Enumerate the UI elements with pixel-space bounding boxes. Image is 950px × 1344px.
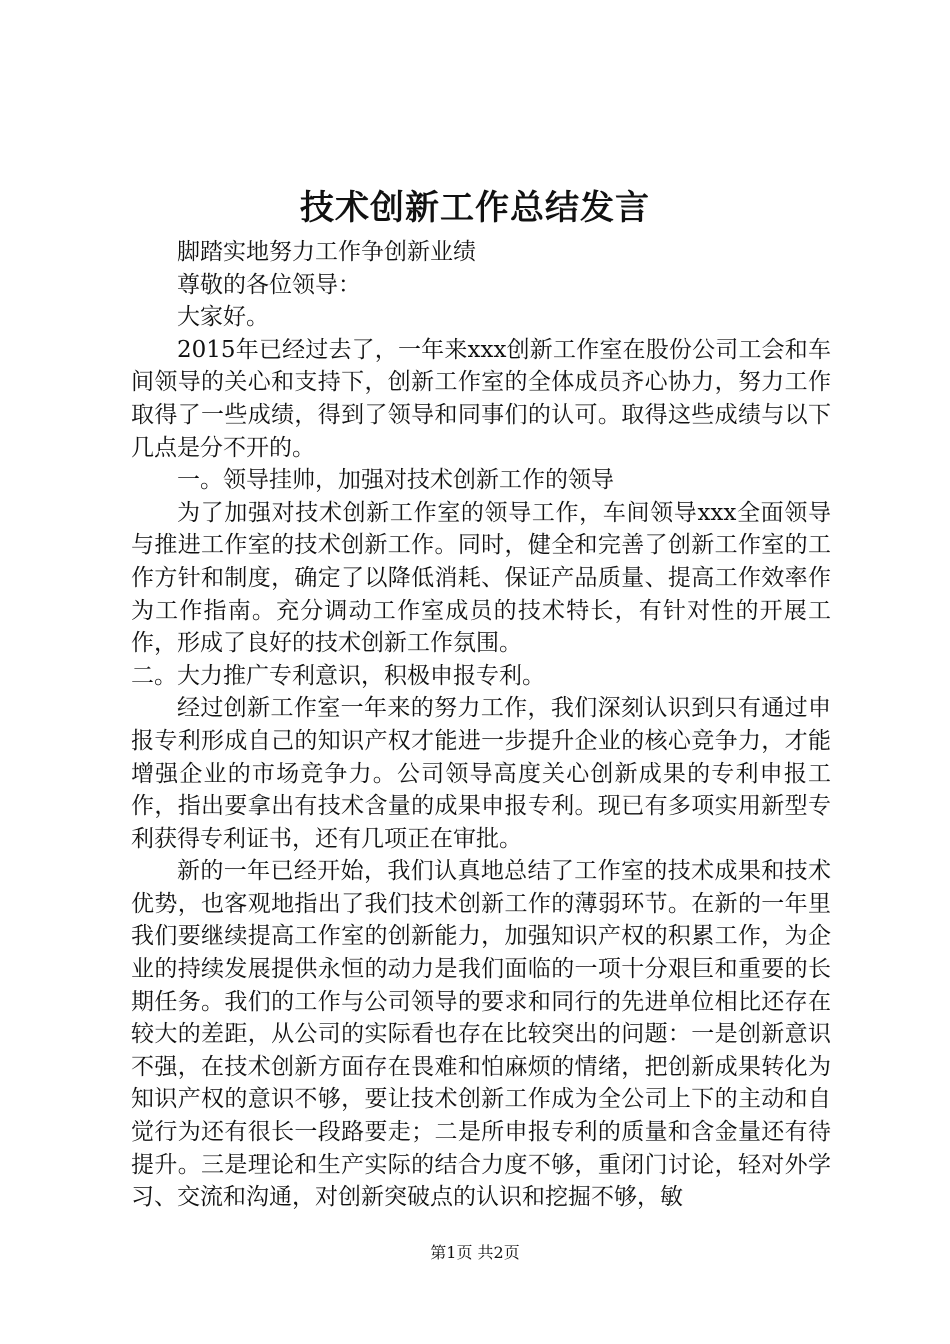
section-1-paragraph: 为了加强对技术创新工作室的领导工作，车间领导xxx全面领导与推进工作室的技术创新工作。同时，健全和完善了创新工作室的工作方针和制度，确定了以降低消耗、保证产品质量、提高工作效率作为工作指南。充分调动工作室成员的技术特长，有针对性的开展工作，形成了良好的技术创新工作氛围。 xyxy=(131,499,831,657)
salutation-paragraph: 尊敬的各位领导： xyxy=(177,271,361,298)
section-heading-1: 一。领导挂帅，加强对技术创新工作的领导 xyxy=(177,467,614,494)
page-number-footer: 第1页 共2页 xyxy=(430,1243,520,1262)
section-2-paragraph: 经过创新工作室一年来的努力工作，我们深刻认识到只有通过申报专利形成自己的知识产权才能进一步提升企业的核心竞争力，才能增强企业的市场竞争力。公司领导高度关心创新成果的专利申报工作，指出要拿出有技术含量的成果申报专利。现已有多项实用新型专利获得专利证书，还有几项正在审批。 xyxy=(131,695,831,852)
document-body xyxy=(131,236,831,1214)
outlook-paragraph: 新的一年已经开始，我们认真地总结了工作室的技术成果和技术优势，也客观地指出了我们技术创新工作的薄弱环节。在新的一年里我们要继续提高工作室的创新能力，加强知识产权的积累工作，为企业的持续发展提供永恒的动力是我们面临的一项十分艰巨和重要的长期任务。我们的工作与公司领导的要求和同行的先进单位相比还存在较大的差距，从公司的实际看也存在比较突出的问题：一是创新意识不强，在技术创新方面存在畏难和怕麻烦的情绪，把创新成果转化为知识产权的意识不够，要让技术创新工作成为全公司上下的主动和自觉行为还有很长一段路要走；二是所申报专利的质量和含金量还有待提升。三是理论和生产实际的结合力度不够，重闭门讨论，轻对外学习、交流和沟通，对创新突破点的认识和挖掘不够，敏 xyxy=(131,858,831,1211)
intro-paragraph: 2015年已经过去了，一年来xxx创新工作室在股份公司工会和车间领导的关心和支持下，创新工作室的全体成员齐心协力，努力工作取得了一些成绩，得到了领导和同事们的认可。取得这些成绩与以下几点是分不开的。 xyxy=(131,336,831,461)
greeting-paragraph: 大家好。 xyxy=(177,304,269,331)
document-title: 技术创新工作总结发言 xyxy=(300,188,650,228)
section-heading-2: 二。大力推广专利意识，积极申报专利。 xyxy=(131,662,545,689)
subtitle-paragraph: 脚踏实地努力工作争创新业绩 xyxy=(177,239,476,265)
